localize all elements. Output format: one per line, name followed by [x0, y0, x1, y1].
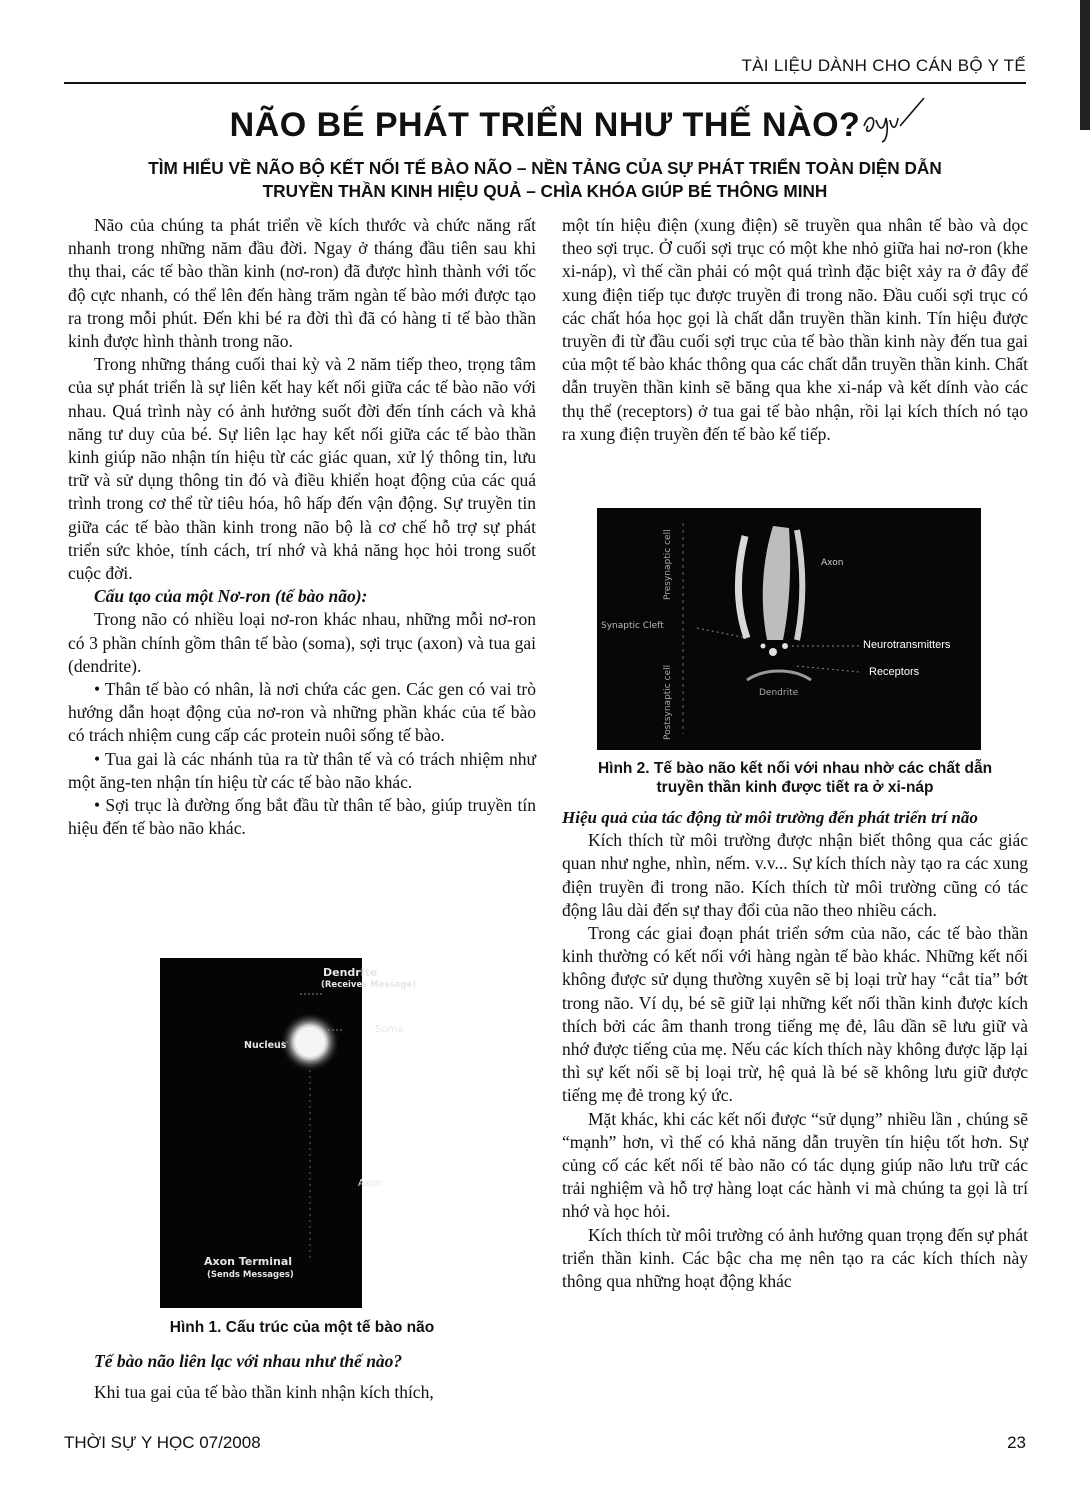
paragraph: Kích thích từ môi trường có ảnh hưởng quan trọng đến sự phát triển thần kinh. Các bậc cha mẹ nên tạo ra các kích thích này thông qua những hoạt động khác: [562, 1224, 1028, 1292]
paragraph: Trong các giai đoạn phát triển sớm của não, các tế bào thần kinh thường có kết nối với hàng ngàn tế bào khác. Những kết nối không được sử dụng thường xuyên sẽ bị loại trừ hay “cắt tỉa” bớt trong não. Ví dụ, bé sẽ giữ lại những kết nối thần kinh được kích thích bởi các âm thanh trong tiếng mẹ đẻ, lâu dần sẽ lưu giữ và nhớ được tiếng của mẹ. Nếu các kích thích này không được lặp lại thì sự kết nối sẽ bị loại trừ, hệ quả là bé sẽ không lưu giữ được tiếng mẹ đẻ trong ký ức.: [562, 923, 1028, 1106]
label-axon-terminal-sub: (Sends Messages): [207, 1270, 294, 1280]
label-nucleus: Nucleus: [244, 1040, 287, 1051]
label-soma: Soma: [375, 1024, 404, 1035]
paragraph: Mặt khác, khi các kết nối được “sử dụng” nhiều lần , chúng sẽ “mạnh” hơn, vì thế có khả năng dẫn truyền tín hiệu tốt hơn. Sự củng cố các kết nối tế bào não có tác dụng giúp não lưu trữ các trải nghiệm và hỗ trợ hàng loạt các hành vi mà chúng ta gọi là trí nhớ và học hỏi.: [562, 1108, 1028, 1222]
paragraph: Trong não có nhiều loại nơ-ron khác nhau, những mỗi nơ-ron có 3 phần chính gồm thân tế bào (soma), sợi trục (axon) và tua gai (dendrite).: [68, 609, 536, 676]
handwritten-signature: [858, 96, 928, 146]
section-heading: Cấu tạo của một Nơ-ron (tế bào não):: [94, 586, 368, 607]
section-header: TÀI LIỆU DÀNH CHO CÁN BỘ Y TẾ: [741, 56, 1026, 75]
left-column-bottom: [68, 1350, 536, 1404]
paragraph: Não của chúng ta phát triển về kích thước và chức năng rất nhanh trong những năm đầu đời. Ngay ở tháng đầu tiên sau khi thụ thai, các tế bào thần kinh (nơ-ron) đã được hình thành với tốc độ cực nhanh, có thể lên đến hàng trăm ngàn tế bào mới được tạo ra trong mỗi phút. Đến khi bé ra đời thì đã có hàng tỉ tế bào thần kinh được hình thành trong não.: [68, 215, 536, 352]
header-rule: [64, 82, 1026, 84]
label-axon: Axon: [358, 1178, 382, 1189]
subtitle-line-1: TÌM HIỂU VỀ NÃO BỘ KẾT NỐI TẾ BÀO NÃO – NỀN TẢNG CỦA SỰ PHÁT TRIỂN TOÀN DIỆN DẪN: [148, 158, 942, 178]
section-heading: Hiệu quả của tác động từ môi trường đến phát triển trí não: [562, 808, 978, 827]
figure-2-caption-line-1: Hình 2. Tế bào não kết nối với nhau nhờ các chất dẫn: [597, 760, 993, 777]
figure-neuron-structure: [160, 958, 417, 1308]
article-subtitle: [64, 157, 1026, 203]
section-heading: Tế bào não liên lạc với nhau như thế nào?: [94, 1351, 403, 1371]
left-column: [68, 214, 536, 840]
figure-synapse: [597, 508, 981, 750]
label-axon-terminal: Axon Terminal: [204, 1255, 293, 1268]
label-axon: Axon: [821, 558, 844, 568]
bullet-paragraph: • Sợi trục là đường ống bắt đầu từ thân tế bào, giúp truyền tín hiệu đến tế bào não khác.: [68, 795, 536, 839]
article-title: NÃO BÉ PHÁT TRIỂN NHƯ THẾ NÀO?: [229, 106, 861, 144]
subtitle-line-2: TRUYỀN THẦN KINH HIỆU QUẢ – CHÌA KHÓA GIÚP BÉ THÔNG MINH: [262, 181, 828, 201]
figure-2-caption: [562, 759, 1028, 797]
bullet-paragraph: • Thân tế bào có nhân, là nơi chứa các gen. Các gen có vai trò hướng dẫn hoạt động của nơ-ron và những phần khác của tế bào có trách nhiệm cung cấp các protein nuôi sống tế bào.: [68, 679, 536, 746]
label-synaptic-cleft: Synaptic Cleft: [601, 621, 664, 631]
label-dendrite: Dendrite: [759, 688, 799, 698]
figure-1-caption: Hình 1. Cấu trúc của một tế bào não: [169, 1319, 435, 1336]
figure-2-caption-line-2: truyền thần kinh được tiết ra ở xi-náp: [656, 779, 934, 796]
label-postsynaptic: Postsynaptic cell: [663, 664, 673, 740]
label-receptors: Receptors: [869, 666, 920, 678]
label-dendrite-sub: (Receives Message): [321, 980, 417, 990]
right-column-top: [562, 214, 1028, 446]
paragraph: Khi tua gai của tế bào thần kinh nhận kích thích,: [94, 1382, 434, 1403]
scan-edge-mark: [1080, 0, 1090, 130]
paragraph: Trong những tháng cuối thai kỳ và 2 năm tiếp theo, trọng tâm của sự phát triển là sự liên kết hay kết nối giữa các tế bào não với nhau. Quá trình này có ảnh hưởng suốt đời đến tính cách và khả năng tư duy của bé. Sự liên lạc hay kết nối giữa các tế bào thần kinh giúp não nhận tín hiệu từ các giác quan, xử lý thông tin, lưu trữ và sử dụng thông tin đó và điều khiển hoạt động của các quá trình trong cơ thể từ tiêu hóa, hô hấp đến vận động. Sự truyền tin giữa các tế bào thần kinh trong não bộ là cơ chế hỗ trợ sự phát triển sức khỏe, tính cách, trí nhớ và khả năng học hỏi trong suốt cuộc đời.: [68, 354, 536, 584]
label-presynaptic: Presynaptic cell: [663, 529, 673, 600]
bullet-paragraph: • Tua gai là các nhánh tủa ra từ thân tế và có trách nhiệm như một ăng-ten nhận tín hiệu từ các tế bào não khác.: [68, 748, 536, 792]
paragraph: Kích thích từ môi trường được nhận biết thông qua các giác quan như nghe, nhìn, nếm. v.v... Sự kích thích này tạo ra các xung điện truyền đi trong não. Kích thích từ môi trường cũng có tác động lâu dài đến sự thay đổi của não theo nhiều cách.: [562, 830, 1028, 920]
paragraph: một tín hiệu điện (xung điện) sẽ truyền qua nhân tế bào và dọc theo sợi trục. Ở cuối sợi trục có một khe nhỏ giữa hai nơ-ron (khe xi-náp), vì thế cần phải có một quá trình đặc biệt xảy ra ở đây để xung điện tiếp tục được truyền đi trong não. Đầu cuối sợi trục có các chất hóa học gọi là chất dẫn truyền thần kinh. Tín hiệu được truyền đi từ đầu cuối sợi trục của tế bào thần kinh này đến tua gai của một tế bào khác thông qua các chất dẫn truyền thần kinh. Chất dẫn truyền thần kinh sẽ băng qua khe xi-náp và kết dính vào các thụ thể (receptors) ở tua gai tế bào nhận, rồi lại kích thích nó tạo ra xung điện truyền đến tế bào kế tiếp.: [562, 215, 1028, 444]
label-neurotransmitters: Neurotransmitters: [863, 639, 951, 651]
footer-journal: THỜI SỰ Y HỌC 07/2008: [64, 1433, 261, 1452]
page-number: 23: [1007, 1433, 1026, 1452]
right-column-bottom: [562, 806, 1028, 1293]
label-dendrite: Dendrite: [323, 966, 378, 979]
